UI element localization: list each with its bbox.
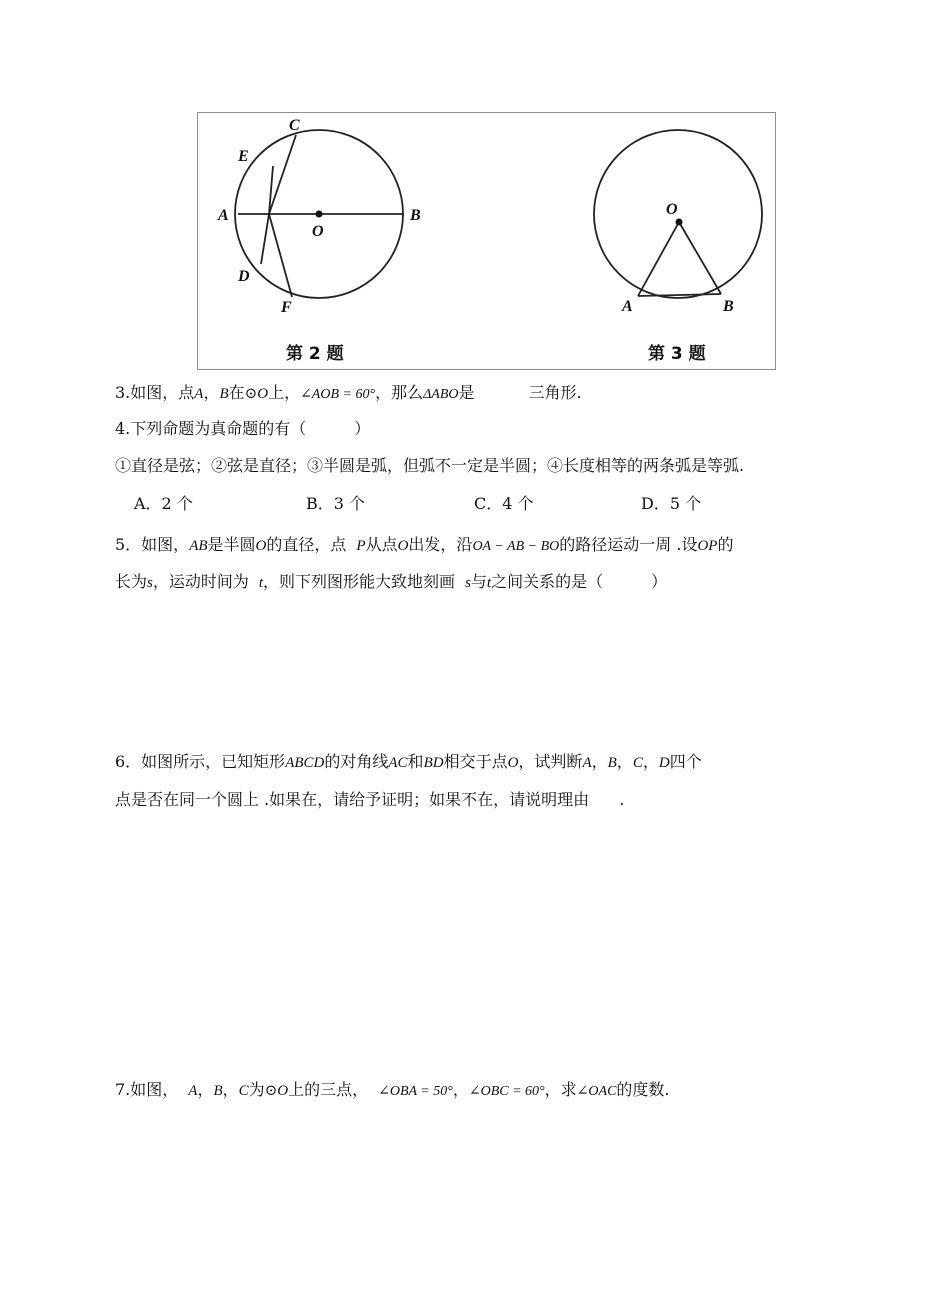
q7-angle-obc: ∠OBC = 60° <box>468 1084 545 1099</box>
fig2-label-o: O <box>312 223 324 240</box>
q6-p6: 四个 <box>669 752 702 771</box>
fig2-caption: 第 2 题 <box>286 344 344 364</box>
fig3-caption: 第 3 题 <box>648 344 706 364</box>
q5-s2: s <box>465 575 471 591</box>
q5-l2d: 与 <box>470 572 487 591</box>
q3-is: 是 <box>458 383 475 402</box>
q3-circle: ⊙O <box>244 386 269 402</box>
q5-l2f: ） <box>651 572 668 591</box>
fig3-center-dot <box>676 219 683 226</box>
q6-p1: 6．如图所示，已知矩形 <box>115 752 286 771</box>
question-4-stem <box>115 417 370 441</box>
question-7 <box>115 1078 670 1104</box>
q5-p3: 的直径，点 <box>266 535 347 554</box>
fig2-chord-d <box>261 214 269 264</box>
q7-c3: ， <box>452 1080 469 1099</box>
q6-d: D <box>658 755 670 771</box>
fig2-label-c: C <box>289 117 300 134</box>
q5-p6: 的路径运动一周 .设 <box>559 535 698 554</box>
fig2-label-b: B <box>410 207 421 224</box>
q6-ac: AC <box>388 755 408 771</box>
q5-s: s <box>147 575 153 591</box>
q5-p5: 出发，沿 <box>408 535 473 554</box>
figure-svg <box>198 113 777 371</box>
question-6-line-2 <box>115 788 624 812</box>
fig2-label-e: E <box>238 148 249 165</box>
q4-choice-a: A．2 个 <box>134 494 193 513</box>
q3-prefix: 3.如图，点 <box>115 383 195 402</box>
q6-o: O <box>507 755 519 771</box>
figure-panel <box>197 112 776 370</box>
q6-p3: 和 <box>407 752 424 771</box>
q6-p2: 的对角线 <box>324 752 389 771</box>
q3-triangle: ΔABO <box>423 387 459 402</box>
q5-l2c: ，则下列图形能大致地刻画 <box>263 572 456 591</box>
fig3-circle <box>594 130 762 298</box>
q4-stem: 4.下列命题为真命题的有（ <box>115 419 307 438</box>
q3-point-a: A <box>194 386 204 402</box>
question-5-line-1 <box>115 533 733 559</box>
q3-angle: ∠AOB = 60° <box>300 387 376 402</box>
q3-suffix: 三角形. <box>528 383 582 402</box>
figure-3 <box>594 130 762 298</box>
q6-c1: ， <box>591 752 608 771</box>
q6-a: A <box>582 755 592 771</box>
fig3-segment-ob <box>679 222 721 294</box>
q5-ab: AB <box>189 538 208 554</box>
q7-c2: ， <box>222 1080 239 1099</box>
q5-p2: 是半圆 <box>207 535 256 554</box>
fig3-label-a: A <box>622 298 633 315</box>
q4-choice-d: D．5 个 <box>641 494 702 513</box>
q5-p7: 的 <box>717 535 734 554</box>
q7-c1: ， <box>197 1080 214 1099</box>
q7-a: A <box>188 1083 198 1099</box>
fig2-center-dot <box>316 211 323 218</box>
fig3-label-o: O <box>666 201 678 218</box>
q7-b: B <box>213 1083 223 1099</box>
q5-p4: 从点 <box>365 535 398 554</box>
fig2-label-d: D <box>238 268 250 285</box>
q5-t: t <box>258 575 264 591</box>
q7-p4: ，求 <box>544 1080 577 1099</box>
q6-l2-end: . <box>619 790 625 809</box>
q5-l2e: 之间关系的是（ <box>491 572 604 591</box>
q4-choice-c: C．4 个 <box>474 494 534 513</box>
q5-p: P <box>356 538 366 554</box>
question-4-statements: ①直径是弦；②弦是直径；③半圆是弧，但弧不一定是半圆；④长度相等的两条弧是等弧. <box>115 456 745 475</box>
q5-o: O <box>255 538 267 554</box>
q7-p5: 的度数. <box>616 1080 670 1099</box>
q7-angle-oac: ∠OAC <box>576 1084 617 1099</box>
q6-c3: ， <box>642 752 659 771</box>
q5-l2a: 长为 <box>115 572 148 591</box>
q4-stem-end: ） <box>354 419 371 438</box>
q5-op: OP <box>697 538 718 554</box>
q6-l2: 点是否在同一个圆上 .如果在，请给予证明；如果不在，请说明理由 <box>115 790 590 809</box>
q5-o2: O <box>397 538 409 554</box>
q3-on2: 上， <box>268 383 301 402</box>
q7-p2: 为 <box>248 1080 265 1099</box>
q3-comma: ， <box>203 383 220 402</box>
question-3 <box>115 381 582 407</box>
q6-c: C <box>632 755 643 771</box>
q5-p1: 5．如图， <box>115 535 190 554</box>
q5-t2: t <box>486 575 492 591</box>
q7-c: C <box>238 1083 249 1099</box>
q6-p5: ，试判断 <box>518 752 583 771</box>
question-5-line-2 <box>115 570 667 595</box>
q6-b: B <box>607 755 617 771</box>
question-6-line-1 <box>115 750 702 775</box>
q6-abcd: ABCD <box>285 755 325 771</box>
fig3-segment-oa <box>638 222 679 296</box>
fig2-label-f: F <box>281 299 292 316</box>
q3-then: ，那么 <box>375 383 424 402</box>
fig2-label-a: A <box>218 207 229 224</box>
q7-circle: ⊙O <box>264 1083 289 1099</box>
q3-point-b: B <box>219 386 229 402</box>
q5-l2b: ，运动时间为 <box>152 572 249 591</box>
q6-c2: ， <box>616 752 633 771</box>
q6-p4: 相交于点 <box>443 752 508 771</box>
q7-p3: 上的三点， <box>288 1080 369 1099</box>
q4-choice-b: B．3 个 <box>306 494 366 513</box>
q7-p1: 7.如图， <box>115 1080 179 1099</box>
fig3-label-b: B <box>723 298 734 315</box>
q3-on: 在 <box>228 383 245 402</box>
q7-angle-oba: ∠OBA = 50° <box>378 1084 453 1099</box>
q5-path: OA − AB − BO <box>472 539 560 554</box>
q6-bd: BD <box>423 755 444 771</box>
